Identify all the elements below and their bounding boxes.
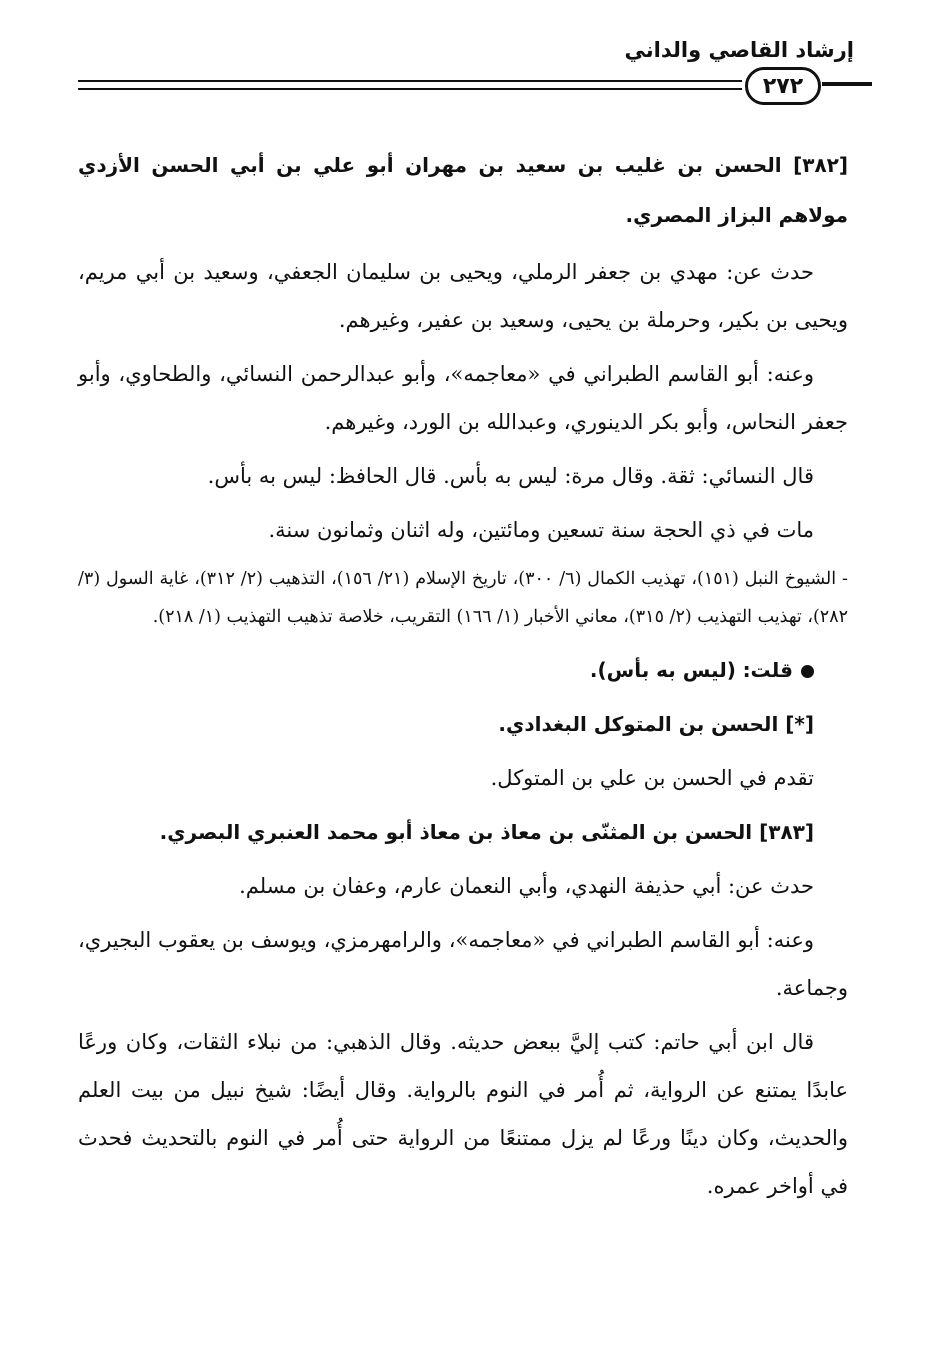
entry-383-students: وعنه: أبو القاسم الطبراني في «معاجمه»، والرامهرمزي، ويوسف بن يعقوب البجيري، وجماعة. — [78, 928, 848, 1000]
entry-383-heading: [٣٨٣] الحسن بن المثنّى بن معاذ بن معاذ أبو محمد العنبري البصري. — [159, 820, 814, 844]
bullet-icon — [801, 665, 814, 678]
header-rule-bottom — [78, 88, 742, 90]
header-rule-right — [822, 82, 872, 86]
entry-382-heading: [٣٨٢] الحسن بن غليب بن سعيد بن مهران أبو علي بن أبي الحسن الأزدي مولاهم البزاز المصري. — [78, 153, 848, 227]
page-body — [78, 140, 848, 1216]
entry-382-teachers: حدث عن: مهدي بن جعفر الرملي، ويحيى بن سليمان الجعفي، وسعيد بن أبي مريم، ويحيى بن بكير، وحرملة بن يحيى، وسعيد بن عفير، وغيرهم. — [78, 260, 848, 332]
cross-ref-heading: [*] الحسن بن المتوكل البغدادي. — [498, 712, 814, 736]
verdict-text: (ليس به بأس). — [589, 658, 736, 682]
entry-383-teachers: حدث عن: أبي حذيفة النهدي، وأبي النعمان عارم، وعفان بن مسلم. — [239, 874, 814, 898]
entry-382-grading: قال النسائي: ثقة. وقال مرة: ليس به بأس. قال الحافظ: ليس به بأس. — [207, 464, 814, 488]
running-header-title: إرشاد القاصي والداني — [624, 38, 854, 62]
entry-382-death: مات في ذي الحجة سنة تسعين ومائتين، وله اثنان وثمانون سنة. — [268, 518, 814, 542]
cross-ref-text: تقدم في الحسن بن علي بن المتوكل. — [490, 766, 814, 790]
entry-382-sources: - الشيوخ النبل (١٥١)، تهذيب الكمال (٦/ ٣٠٠)، تاريخ الإسلام (٢١/ ١٥٦)، التذهيب (٢/ ٣١٢)، غاية السول (٣/ ٢٨٢)، تهذيب التهذيب (٢/ ٣١٥)، معاني الأخبار (١/ ١٦٦) التقريب، خلاصة تذهيب التهذيب (١/ ٢١٨). — [78, 569, 848, 627]
page-number: ٢٧٢ — [745, 67, 821, 105]
entry-383-grading: قال ابن أبي حاتم: كتب إليَّ ببعض حديثه. وقال الذهبي: من نبلاء الثقات، وكان ورعًا عابدًا يمتنع عن الرواية، ثم أُمر في النوم بالرواية. وقال أيضًا: شيخ نبيل من بيت العلم والحديث، وكان دينًا ورعًا لم يزل ممتنعًا من الرواية حتى أُمر في النوم بالتحديث فحدث في أواخر عمره. — [78, 1030, 848, 1198]
header-rule-top — [78, 80, 742, 82]
entry-382-verdict — [78, 646, 848, 694]
verdict-label: قلت: — [742, 658, 793, 682]
entry-382-students: وعنه: أبو القاسم الطبراني في «معاجمه»، وأبو عبدالرحمن النسائي، والطحاوي، وأبو جعفر النحاس، وأبو بكر الدينوري، وعبدالله بن الورد، وغيرهم. — [78, 362, 848, 434]
